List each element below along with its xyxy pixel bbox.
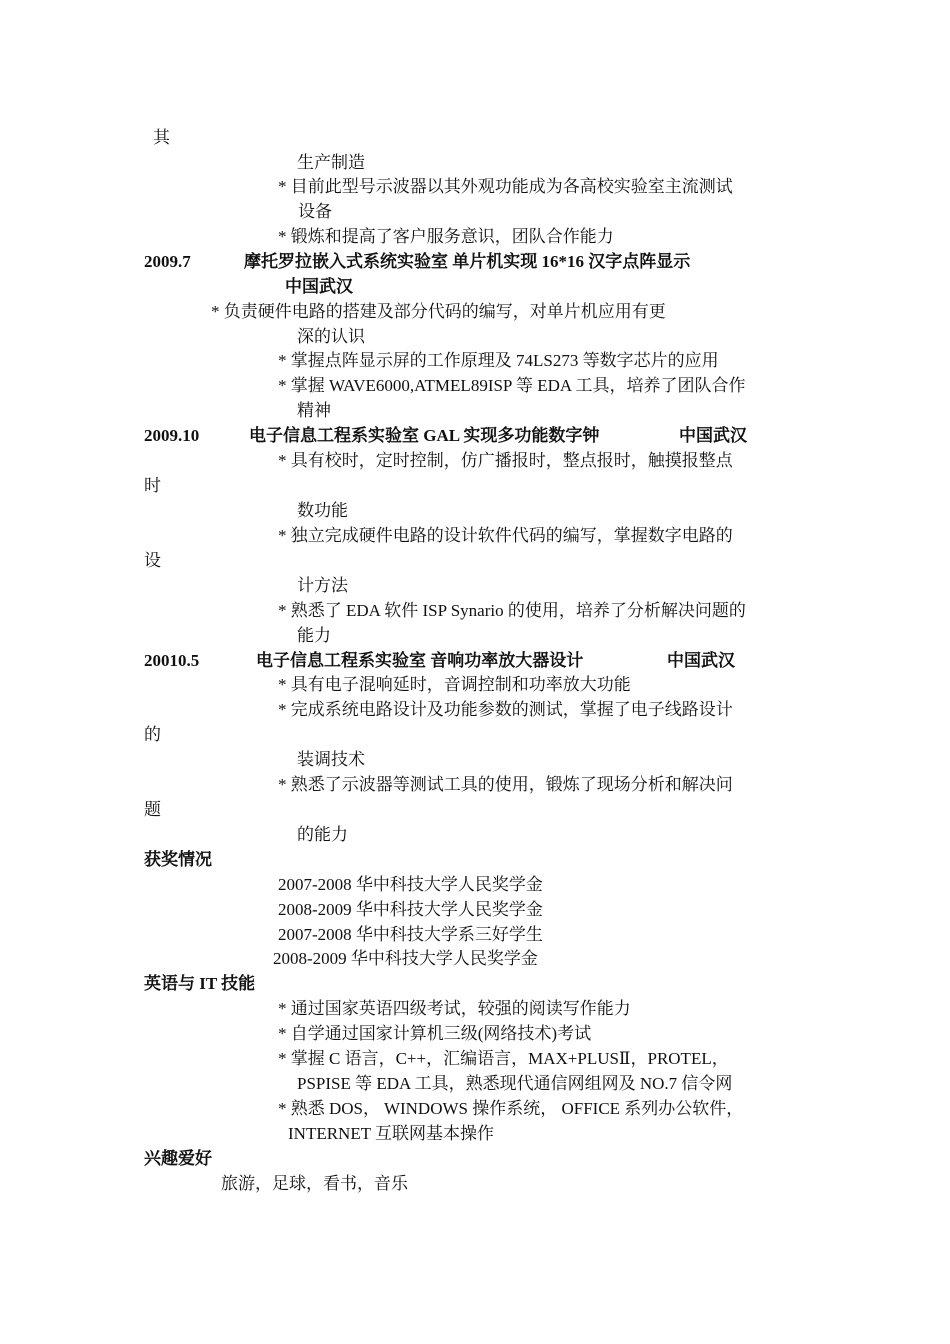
award-item: 2007-2008 华中科技大学系三好学生	[278, 925, 543, 944]
bullet-item: * 熟悉了示波器等测试工具的使用，锻炼了现场分析和解决问	[278, 775, 733, 794]
skill-item: * 通过国家英语四级考试，较强的阅读写作能力	[278, 999, 631, 1018]
skill-item-continuation: INTERNET 互联网基本操作	[288, 1124, 495, 1143]
bullet-item: * 锻炼和提高了客户服务意识，团队合作能力	[278, 227, 614, 246]
project-location: 中国武汉	[285, 277, 353, 296]
bullet-item: * 具有电子混响延时，音调控制和功率放大功能	[278, 675, 631, 694]
project-location: 中国武汉	[667, 651, 735, 670]
bullet-continuation: 能力	[297, 626, 331, 645]
section-heading-skills: 英语与 IT 技能	[144, 974, 256, 993]
bullet-item: * 熟悉了 EDA 软件 ISP Synario 的使用，培养了分析解决问题的	[278, 601, 746, 620]
bullet-item: * 掌握 WAVE6000,ATMEL89ISP 等 EDA 工具，培养了团队合作	[278, 376, 746, 395]
project-date: 2009.10	[144, 426, 200, 445]
project-title: 摩托罗拉嵌入式系统实验室 单片机实现 16*16 汉字点阵显示	[244, 252, 691, 271]
project-date: 20010.5	[144, 651, 200, 670]
bullet-item: * 完成系统电路设计及功能参数的测试，掌握了电子线路设计	[278, 700, 733, 719]
skill-item: * 自学通过国家计算机三级(网络技术)考试	[278, 1024, 592, 1043]
project-location: 中国武汉	[679, 426, 747, 445]
award-item: 2008-2009 华中科技大学人民奖学金	[278, 900, 543, 919]
bullet-wrap: 的	[144, 725, 161, 744]
bullet-wrap: 设	[144, 551, 161, 570]
bullet-continuation: 计方法	[297, 576, 348, 595]
project-title: 电子信息工程系实验室 音响功率放大器设计	[256, 651, 584, 670]
bullet-wrap: 时	[144, 476, 161, 495]
section-heading-awards: 获奖情况	[144, 850, 212, 869]
orphan-text: 其	[153, 128, 170, 147]
bullet-continuation: 生产制造	[297, 153, 365, 172]
skill-item-continuation: PSPISE 等 EDA 工具，熟悉现代通信网组网及 NO.7 信令网	[297, 1074, 733, 1093]
award-item: 2007-2008 华中科技大学人民奖学金	[278, 875, 543, 894]
section-heading-hobbies: 兴趣爱好	[144, 1149, 212, 1168]
bullet-item: * 掌握点阵显示屏的工作原理及 74LS273 等数字芯片的应用	[278, 351, 719, 370]
bullet-continuation: 深的认识	[297, 327, 365, 346]
bullet-continuation: 的能力	[297, 825, 348, 844]
bullet-item: * 负责硬件电路的搭建及部分代码的编写，对单片机应用有更	[211, 302, 666, 321]
bullet-continuation: 设备	[298, 202, 332, 221]
bullet-continuation: 装调技术	[297, 750, 365, 769]
bullet-continuation: 数功能	[297, 501, 348, 520]
bullet-item: * 目前此型号示波器以其外观功能成为各高校实验室主流测试	[278, 177, 733, 196]
bullet-item: * 具有校时，定时控制，仿广播报时，整点报时，触摸报整点	[278, 451, 733, 470]
hobbies-text: 旅游，足球，看书，音乐	[221, 1174, 408, 1193]
bullet-item: * 独立完成硬件电路的设计软件代码的编写，掌握数字电路的	[278, 526, 733, 545]
skill-item: * 掌握 C 语言，C++，汇编语言，MAX+PLUSⅡ，PROTEL，	[278, 1049, 729, 1068]
award-item: 2008-2009 华中科技大学人民奖学金	[273, 949, 538, 968]
bullet-continuation: 精神	[297, 401, 331, 420]
project-date: 2009.7	[144, 252, 191, 271]
project-title: 电子信息工程系实验室 GAL 实现多功能数字钟	[249, 426, 600, 445]
skill-item: * 熟悉 DOS， WINDOWS 操作系统， OFFICE 系列办公软件，	[278, 1099, 744, 1118]
bullet-wrap: 题	[144, 800, 161, 819]
